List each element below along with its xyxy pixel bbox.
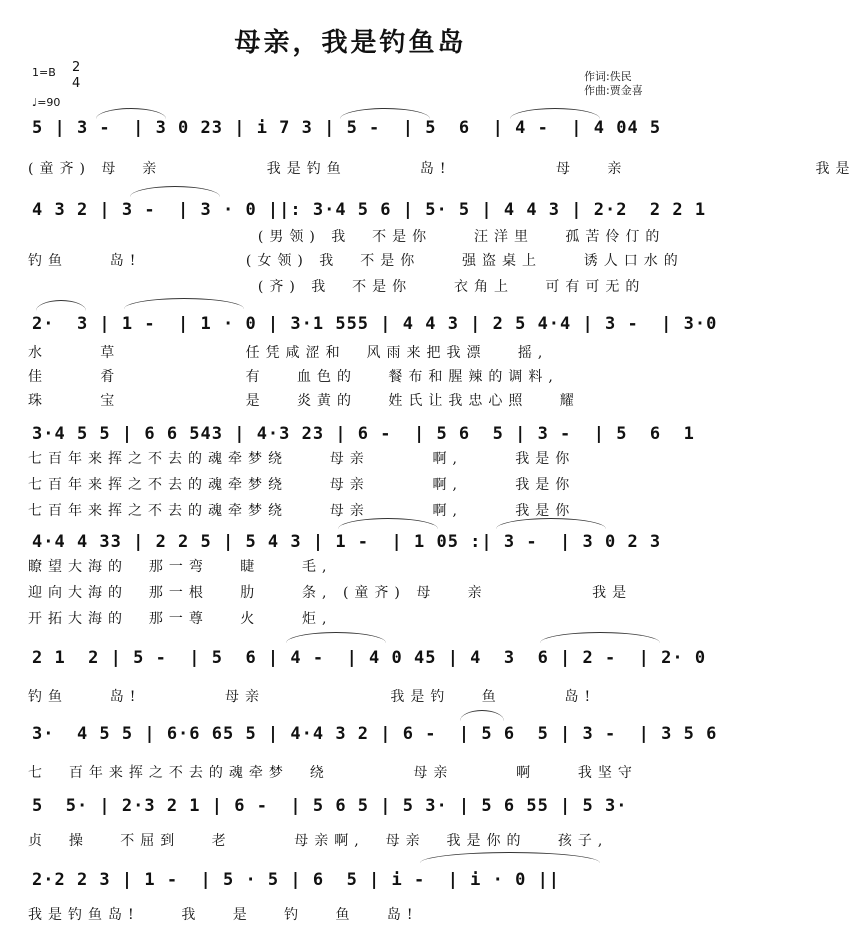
notation-line: 2 1 2 | 5 - | 5 6 | 4 - | 4 0 45 | 4 3 6 | 2 - | 2· 0 (32, 648, 707, 668)
notation-line: 2· 3 | 1 - | 1 · 0 | 3·1 555 | 4 4 3 | 2 5 4·4 | 3 - | 3·0 (32, 314, 718, 334)
notation-line: 4·4 4 33 | 2 2 5 | 5 4 3 | 1 - | 1 05 :| 3 - | 3 0 2 3 (32, 532, 662, 552)
tie-mark (96, 108, 166, 119)
composer-credit: 作曲:贾金喜 (584, 84, 643, 97)
key-signature: 1=B (32, 66, 56, 79)
tie-mark (286, 632, 386, 643)
time-signature-top: 2 (72, 60, 81, 75)
notation-line: 5 | 3 - | 3 0 23 | i 7 3 | 5 - | 5 6 | 4 - | 4 04 5 (32, 118, 662, 138)
notation-line: 2·2 2 3 | 1 - | 5 · 5 | 6 5 | i - | i · 0 || (32, 870, 561, 890)
tie-mark (340, 108, 430, 119)
lyric-line: 珠 宝 是 炎黄的 姓氏让我忠心照 耀 (28, 393, 580, 409)
lyric-line: 开拓大海的 那一尊 火 炬, (28, 611, 333, 627)
tie-mark (36, 300, 86, 311)
time-signature-bottom: 4 (72, 76, 81, 91)
lyric-line: 水 草 任凭咸涩和 风雨来把我漂 摇, (28, 345, 549, 361)
lyric-line: 瞭望大海的 那一弯 睫 毛, (28, 559, 333, 575)
notation-line: 3·4 5 5 | 6 6 543 | 4·3 23 | 6 - | 5 6 5 | 3 - | 5 6 1 (32, 424, 695, 444)
lyric-line: 七 百年来挥之不去的魂牵梦 绕 母亲 啊 我坚守 (28, 765, 638, 781)
tempo-marking: ♩=90 (32, 96, 61, 109)
notation-line: 3· 4 5 5 | 6·6 65 5 | 4·4 3 2 | 6 - | 5 6 5 | 3 - | 3 5 6 (32, 724, 718, 744)
tie-mark (540, 632, 660, 643)
lyricist-credit: 作词:佚民 (584, 70, 632, 83)
tie-mark (420, 852, 600, 863)
tie-mark (510, 108, 600, 119)
lyric-line: 七百年来挥之不去的魂牵梦绕 母亲 啊, 我是你 (28, 477, 576, 493)
lyric-line: 迎向大海的 那一根 肋 条, (童齐) 母 亲 我是 (28, 585, 633, 601)
lyric-line: (齐) 我 不是你 衣角上 可有可无的 (28, 279, 646, 295)
lyric-line: 佳 肴 有 血色的 餐布和腥辣的调料, (28, 369, 559, 385)
lyric-line: 七百年来挥之不去的魂牵梦绕 母亲 啊, 我是你 (28, 451, 576, 467)
lyric-line: 钓鱼 岛! 母亲 我是钓 鱼 岛! (28, 689, 597, 705)
lyric-line: 钓鱼 岛! (女领) 我 不是你 强盗桌上 诱人口水的 (28, 253, 684, 269)
notation-line: 4 3 2 | 3 - | 3 · 0 ||: 3·4 5 6 | 5· 5 | 4 4 3 | 2·2 2 2 1 (32, 200, 707, 220)
tie-mark (460, 710, 504, 721)
lyric-line: 我是钓鱼岛! 我 是 钓 鱼 岛! (28, 907, 419, 923)
lyric-line: (童齐) 母 亲 我是钓鱼 岛! 母 亲 我是 (28, 161, 856, 177)
tie-mark (130, 186, 220, 197)
lyric-line: 贞 操 不屈到 老 母亲啊, 母亲 我是你的 孩子, (28, 833, 609, 849)
notation-line: 5 5· | 2·3 2 1 | 6 - | 5 6 5 | 5 3· | 5 6 55 | 5 3· (32, 796, 628, 816)
lyric-line: 七百年来挥之不去的魂牵梦绕 母亲 啊, 我是你 (28, 503, 576, 519)
song-title: 母亲，我是钓鱼岛 (234, 28, 467, 58)
lyric-line: (男领) 我 不是你 汪洋里 孤苦伶仃的 (28, 229, 666, 245)
tie-mark (124, 298, 244, 309)
